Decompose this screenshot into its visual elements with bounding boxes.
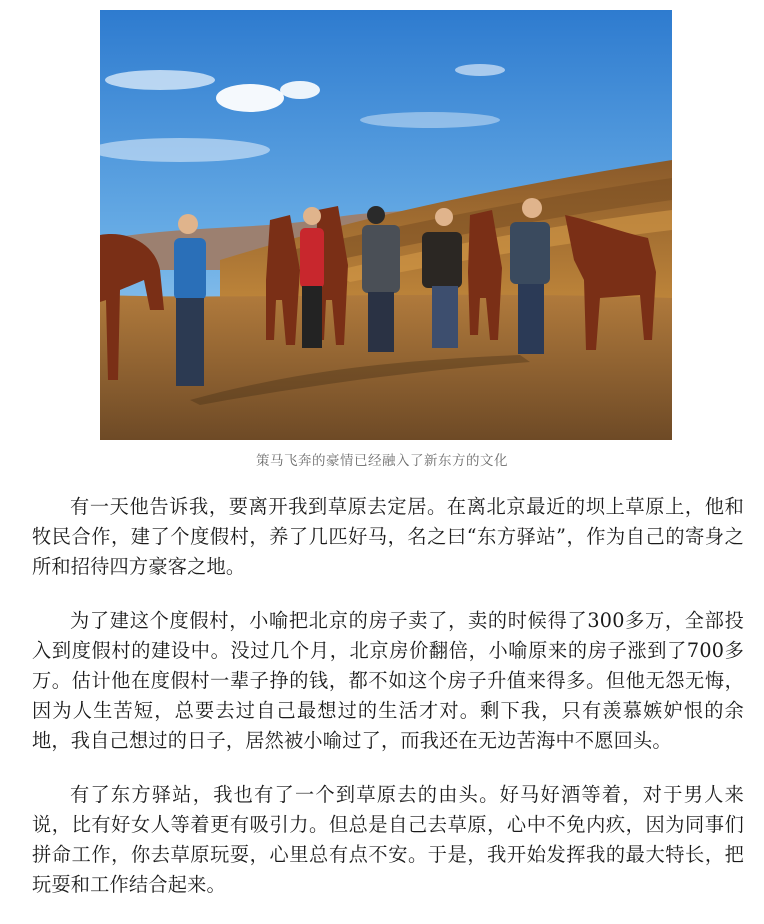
article-body <box>32 492 744 924</box>
photo-caption: 策马飞奔的豪情已经融入了新东方的文化 <box>256 453 508 469</box>
photo-men-with-horses-on-grassland <box>100 10 672 440</box>
paragraph: 有了东方驿站，我也有了一个到草原去的由头。好马好酒等着，对于男人来说，比有好女人等着更有吸引力。但总是自己去草原，心中不免内疚，因为同事们拼命工作，你去草原玩耍，心里总有点不安。于是，我开始发挥我的最大特长，把玩耍和工作结合起来。 <box>32 783 744 896</box>
paragraph: 为了建这个度假村，小喻把北京的房子卖了，卖的时候得了300多万，全部投入到度假村的建设中。没过几个月，北京房价翻倍，小喻原来的房子涨到了700多万。估计他在度假村一辈子挣的钱，都不如这个房子升值来得多。但他无怨无悔，因为人生苦短，总要去过自己最想过的生活才对。剩下我，只有羡慕嫉妒恨的余地，我自己想过的日子，居然被小喻过了，而我还在无边苦海中不愿回头。 <box>32 609 744 752</box>
paragraph: 有一天他告诉我，要离开我到草原去定居。在离北京最近的坝上草原上，他和牧民合作，建了个度假村，养了几匹好马，名之曰“东方驿站”，作为自己的寄身之所和招待四方豪客之地。 <box>32 495 744 578</box>
